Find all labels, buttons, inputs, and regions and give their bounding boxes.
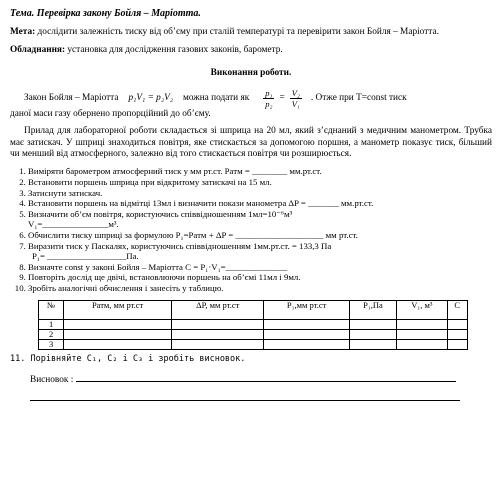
- table-cell[interactable]: [447, 319, 468, 329]
- step-9: 9. Повторіть дослід ще двічі, встановлюючи поршень на об’ємі 11мл і 9мл.: [28, 272, 492, 283]
- table-cell[interactable]: [349, 329, 396, 339]
- table-cell[interactable]: [264, 329, 349, 339]
- table-header: P₁,Па: [349, 300, 396, 319]
- table-cell[interactable]: [447, 329, 468, 339]
- step-8: 8. Визначте const у законі Бойля – Маріотта C = P₁·V₁=______________: [28, 262, 492, 273]
- table-cell[interactable]: [64, 319, 172, 329]
- equipment-paragraph: [10, 45, 492, 56]
- step-11: 11. Порівняйте C₁, C₂ і C₃ і зробіть висновок.: [10, 353, 246, 364]
- steps-list: [10, 166, 492, 293]
- law-text-c: . Отже при T=const тиск: [310, 93, 407, 104]
- step-10: 10. Зробіть аналогічні обчислення і занесіть у таблицю.: [28, 283, 492, 294]
- goal-label: Мета:: [10, 27, 36, 38]
- table-cell[interactable]: [397, 319, 447, 329]
- table-cell[interactable]: [64, 329, 172, 339]
- equipment-label: Обладнання:: [10, 44, 66, 55]
- step-7: [28, 241, 492, 262]
- conclusion-line-2: [30, 394, 492, 405]
- law-text-b: можна подати як: [182, 93, 250, 104]
- law-formula: p₁V₁ = p₂V₂: [128, 93, 173, 104]
- table-cell[interactable]: [172, 329, 264, 339]
- goal-text: дослідити залежність тиску від об’єму при сталій температурі та перевірити закон Бойля – Маріотта.: [35, 27, 439, 38]
- section-heading: Виконання роботи.: [210, 67, 292, 78]
- worksheet: [10, 8, 492, 405]
- step-2: 2. Встановити поршень шприца при відкритому затискачі на 15 мл.: [28, 177, 492, 188]
- pressure-fraction: [263, 88, 274, 109]
- table-header: Pатм, мм рт.ст: [64, 300, 172, 319]
- table-row: [39, 319, 468, 329]
- step-6: 6. Обчислити тиску шприці за формулою P₁=Pатм + ΔP = ____________________ мм рт.ст.: [28, 230, 492, 241]
- conclusion-line: [30, 375, 492, 386]
- row-number: 3: [39, 339, 64, 349]
- law-text-d: даної маси газу обернено пропорційний до об’єму.: [10, 109, 211, 120]
- table-cell[interactable]: [397, 339, 447, 349]
- table-cell[interactable]: [447, 339, 468, 349]
- results-table: [38, 300, 468, 350]
- law-line: [24, 88, 492, 109]
- volume-fraction: [290, 88, 302, 109]
- step-5-text: Визначити об’єм повітря, користуючись співвідношенням 1мл=10⁻⁶м³: [28, 208, 293, 219]
- table-header: №: [39, 300, 64, 319]
- step-3: 3. Затиснути затискач.: [28, 188, 492, 199]
- law-text-a: Закон Бойля – Маріотта: [24, 93, 119, 104]
- table-cell[interactable]: [172, 339, 264, 349]
- conclusion-blank-2[interactable]: [30, 400, 460, 401]
- table-header-row: [39, 300, 468, 319]
- table-header: C: [447, 300, 468, 319]
- device-paragraph: Прилад для лабораторної роботи складається зі шприца на 20 мл, який з’єднаний з медичним манометром. Трубка має затискач. У шприці знаходиться повітря, яке стискається за допомогою поршня, а манометр показує тиск, більший чи менший від атмосферного, залежно від того стискається повітря чи розширюється.: [10, 126, 492, 160]
- row-number: 2: [39, 329, 64, 339]
- table-cell[interactable]: [172, 319, 264, 329]
- table-cell[interactable]: [397, 329, 447, 339]
- step-5: [28, 209, 492, 230]
- conclusion-label: Висновок :: [30, 374, 74, 385]
- step-1: 1. Виміряти барометром атмосферний тиск у мм рт.ст. Pатм = ________ мм.рт.ст.: [28, 166, 492, 177]
- table-header: ΔP, мм рт.ст: [172, 300, 264, 319]
- conclusion-blank[interactable]: [76, 381, 456, 382]
- volume-denominator: V₁: [291, 99, 300, 110]
- fraction-equals: =: [279, 93, 285, 104]
- equipment-text: установка для дослідження газових законів, барометр.: [65, 44, 283, 55]
- step-7-sub: P₁= __________________Па.: [32, 251, 139, 262]
- table-header: P₁,мм рт.ст: [264, 300, 349, 319]
- table-row: [39, 339, 468, 349]
- table-cell[interactable]: [264, 319, 349, 329]
- goal-paragraph: [10, 27, 492, 38]
- table-cell[interactable]: [349, 319, 396, 329]
- table-header: V₁, м³: [397, 300, 447, 319]
- table-row: [39, 329, 468, 339]
- step-7-text: Виразити тиск у Паскалях, користуючись співвідношенням 1мм.рт.ст. = 133,3 Па: [28, 240, 332, 251]
- table-cell[interactable]: [64, 339, 172, 349]
- table-cell[interactable]: [349, 339, 396, 349]
- pressure-denominator: p₂: [265, 99, 273, 110]
- step-4: 4. Встановити поршень на відмітці 13мл і визначити покази манометра ΔP = _______ мм.рт.ст.: [28, 198, 492, 209]
- row-number: 1: [39, 319, 64, 329]
- pressure-numerator: p₁: [265, 88, 273, 99]
- page-title: Тема. Перевірка закону Бойля – Маріотта.: [10, 8, 201, 19]
- table-cell[interactable]: [264, 339, 349, 349]
- step-5-sub: V₁=_______________м³.: [28, 219, 119, 230]
- volume-numerator: V₂: [291, 88, 300, 99]
